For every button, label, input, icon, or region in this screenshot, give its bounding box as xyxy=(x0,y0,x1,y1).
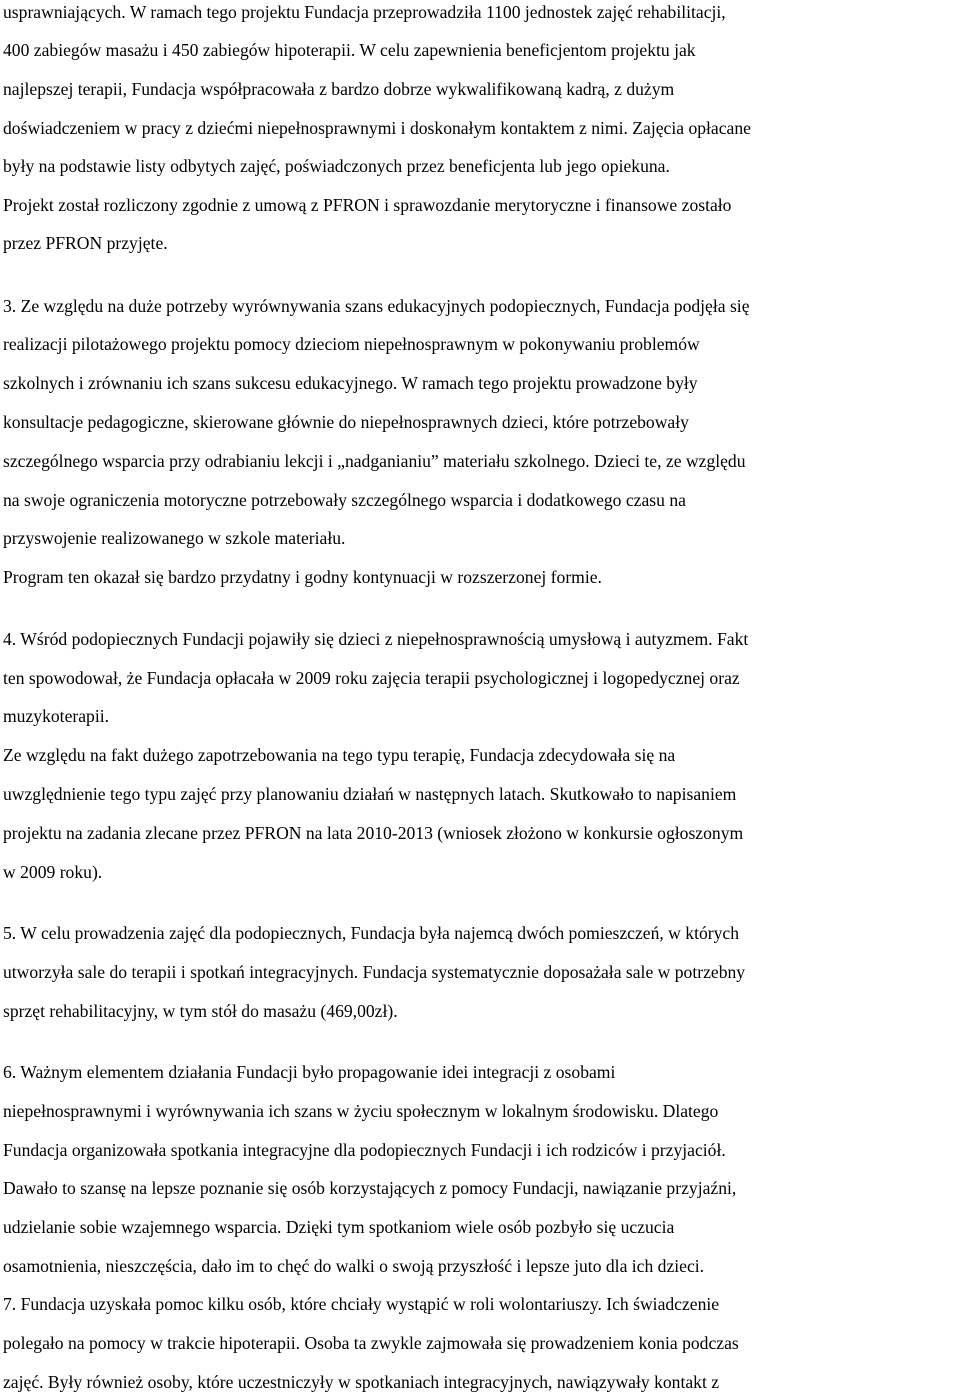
text-line: muzykoterapii. xyxy=(3,706,110,726)
text-line: Dawało to szansę na lepsze poznanie się osób korzystających z pomocy Fundacji, nawiązanie przyjaźni, xyxy=(3,1178,737,1198)
text-line: zajęć. Były również osoby, które uczestniczyły w spotkaniach integracyjnych, nawiązywały kontakt z xyxy=(3,1372,720,1392)
text-line: 3. Ze względu na duże potrzeby wyrównywania szans edukacyjnych podopiecznych, Fundacja podjęła się xyxy=(3,296,750,316)
text-line: przez PFRON przyjęte. xyxy=(3,233,168,253)
text-line: Ze względu na fakt dużego zapotrzebowania na tego typu terapię, Fundacja zdecydowała się na xyxy=(3,745,676,765)
text-line: 5. W celu prowadzenia zajęć dla podopiecznych, Fundacja była najemcą dwóch pomieszczeń, w których xyxy=(3,923,740,943)
text-line: były na podstawie listy odbytych zajęć, poświadczonych przez beneficjenta lub jego opiekuna. xyxy=(3,156,670,176)
text-line: utworzyła sale do terapii i spotkań integracyjnych. Fundacja systematycznie doposażała sale w potrzebny xyxy=(3,962,746,982)
text-line: sprzęt rehabilitacyjny, w tym stół do masażu (469,00zł). xyxy=(3,1001,398,1021)
text-line: doświadczeniem w pracy z dziećmi niepełnosprawnymi i doskonałym kontaktem z nimi. Zajęcia opłacane xyxy=(3,118,751,138)
text-line: 7. Fundacja uzyskała pomoc kilku osób, które chciały wystąpić w roli wolontariuszy. Ich świadczenie xyxy=(3,1294,720,1314)
text-line: 400 zabiegów masażu i 450 zabiegów hipoterapii. W celu zapewnienia beneficjentom projektu jak xyxy=(3,40,696,60)
text-line: Projekt został rozliczony zgodnie z umową z PFRON i sprawozdanie merytoryczne i finansowe zostało xyxy=(3,195,732,215)
text-line: przyswojenie realizowanego w szkole materiału. xyxy=(3,528,346,548)
text-line: usprawniających. W ramach tego projektu Fundacja przeprowadziła 1100 jednostek zajęć rehabilitacji, xyxy=(3,2,726,22)
text-line: szkolnych i zrównaniu ich szans sukcesu edukacyjnego. W ramach tego projektu prowadzone były xyxy=(3,373,698,393)
text-line: w 2009 roku). xyxy=(3,862,103,882)
text-line: polegało na pomocy w trakcie hipoterapii. Osoba ta zwykle zajmowała się prowadzeniem konia podczas xyxy=(3,1333,739,1353)
text-line: najlepszej terapii, Fundacja współpracowała z bardzo dobrze wykwalifikowaną kadrą, z dużym xyxy=(3,79,675,99)
text-line: 6. Ważnym elementem działania Fundacji było propagowanie idei integracji z osobami xyxy=(3,1062,616,1082)
text-line: projektu na zadania zlecane przez PFRON na lata 2010-2013 (wniosek złożono w konkursie ogłoszonym xyxy=(3,823,744,843)
text-line: Fundacja organizowała spotkania integracyjne dla podopiecznych Fundacji i ich rodziców i przyjaciół. xyxy=(3,1140,726,1160)
text-line: Program ten okazał się bardzo przydatny i godny kontynuacji w rozszerzonej formie. xyxy=(3,567,602,587)
text-line: realizacji pilotażowego projektu pomocy dzieciom niepełnosprawnym w pokonywaniu problemów xyxy=(3,334,700,354)
text-line: 4. Wśród podopiecznych Fundacji pojawiły się dzieci z niepełnosprawnością umysłową i autyzmem. Fakt xyxy=(3,629,749,649)
text-line: udzielanie sobie wzajemnego wsparcia. Dzięki tym spotkaniom wiele osób pozbyło się uczucia xyxy=(3,1217,675,1237)
text-line: niepełnosprawnymi i wyrównywania ich szans w życiu społecznym w lokalnym środowisku. Dlatego xyxy=(3,1101,719,1121)
text-line: konsultacje pedagogiczne, skierowane głównie do niepełnosprawnych dzieci, które potrzebowały xyxy=(3,412,689,432)
text-line: osamotnienia, nieszczęścia, dało im to chęć do walki o swoją przyszłość i lepsze juto dla ich dzieci. xyxy=(3,1256,705,1276)
text-line: na swoje ograniczenia motoryczne potrzebowały szczególnego wsparcia i dodatkowego czasu na xyxy=(3,490,686,510)
text-line: ten spowodował, że Fundacja opłacała w 2009 roku zajęcia terapii psychologicznej i logopedycznej oraz xyxy=(3,668,740,688)
text-line: uwzględnienie tego typu zajęć przy planowaniu działań w następnych latach. Skutkowało to napisaniem xyxy=(3,784,737,804)
text-line: szczególnego wsparcia przy odrabianiu lekcji i „nadganianiu” materiału szkolnego. Dzieci te, ze względu xyxy=(3,451,746,471)
